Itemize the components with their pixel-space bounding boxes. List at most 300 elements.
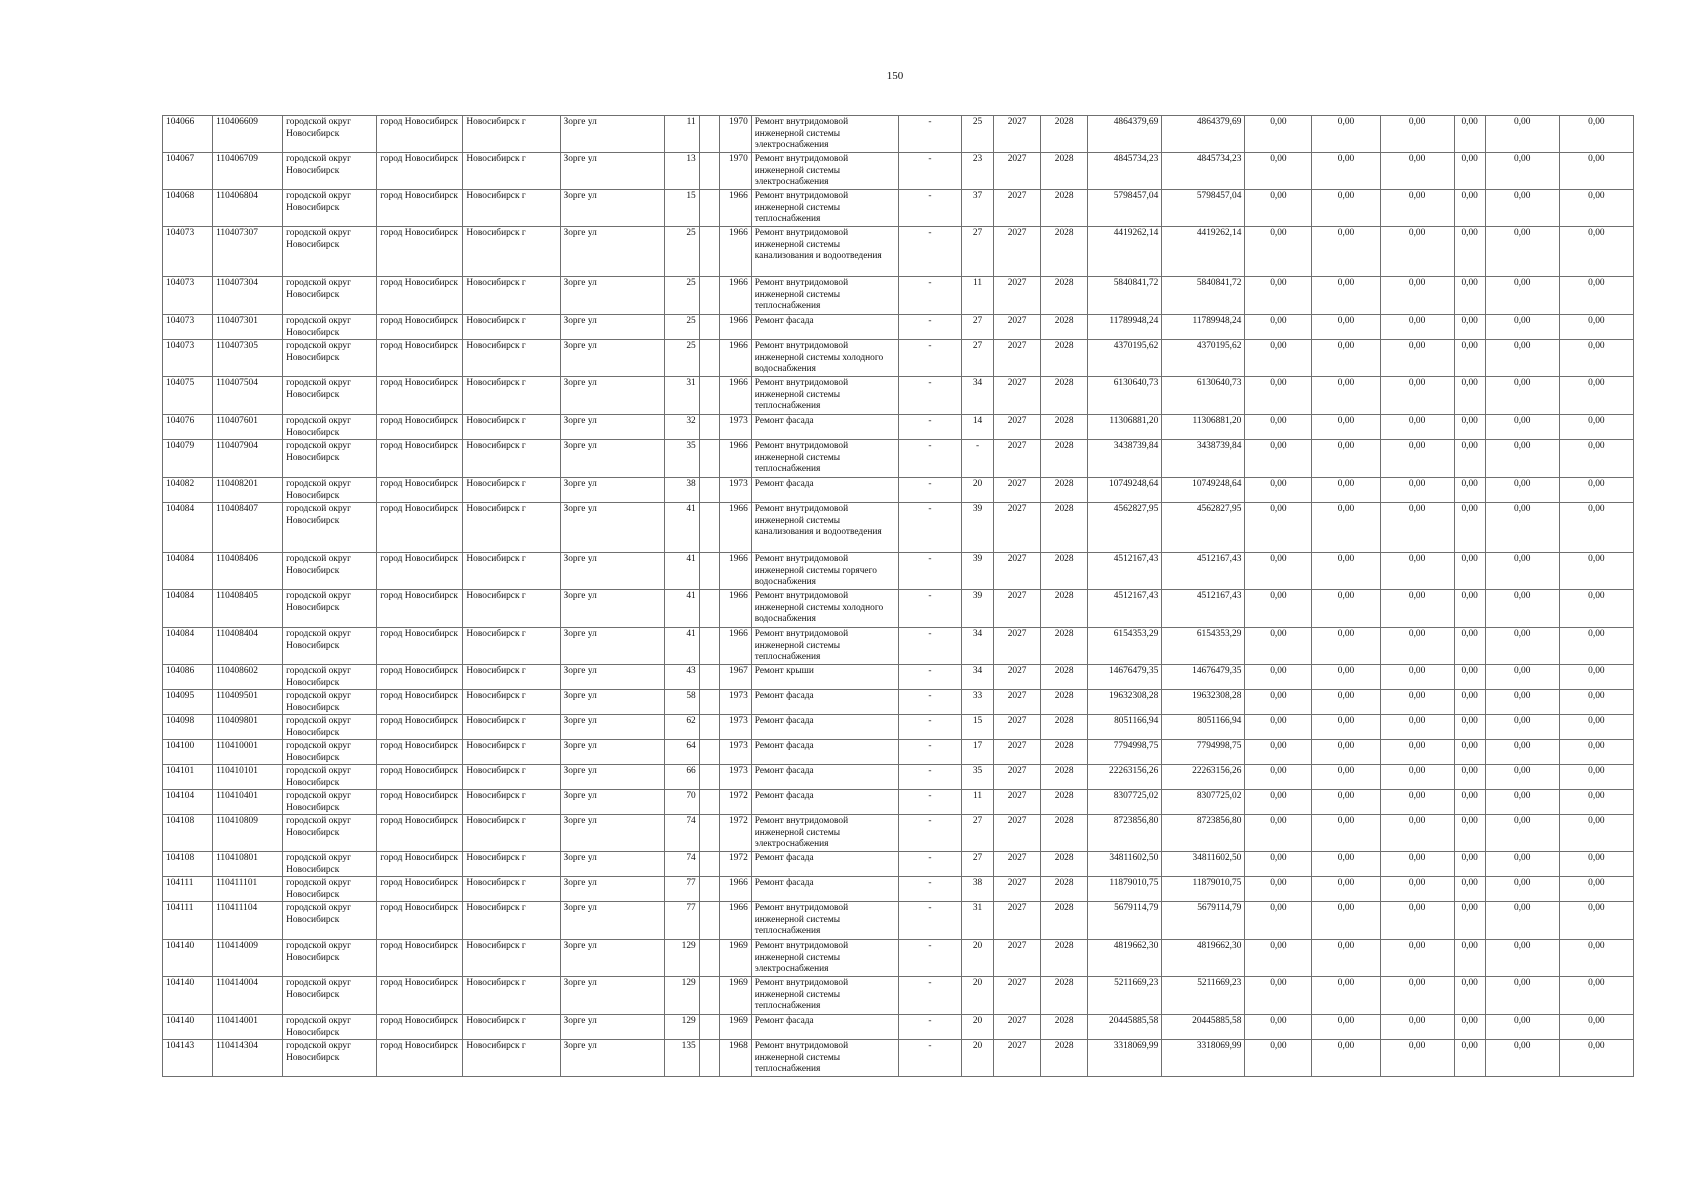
cell-v1: 0,00 xyxy=(1245,1015,1312,1040)
cell-v3: 0,00 xyxy=(1380,153,1454,190)
cell-house: 35 xyxy=(664,440,699,478)
cell-street: Зорге ул xyxy=(560,740,664,765)
cell-okrug: городской округ Новосибирск xyxy=(283,877,377,902)
cell-end-year: 2028 xyxy=(1041,815,1088,852)
cell-v1: 0,00 xyxy=(1245,740,1312,765)
cell-year: 1973 xyxy=(719,715,751,740)
cell-v3: 0,00 xyxy=(1380,553,1454,590)
cell-v3: 0,00 xyxy=(1380,977,1454,1015)
cell-dash: - xyxy=(898,227,961,277)
cell-city: город Новосибирск xyxy=(377,415,463,440)
cell-house: 15 xyxy=(664,190,699,227)
cell-fund-cost: 3318069,99 xyxy=(1162,1040,1245,1077)
cell-id: 104073 xyxy=(163,340,213,377)
cell-building xyxy=(699,590,719,628)
cell-v1: 0,00 xyxy=(1245,877,1312,902)
cell-locality: Новосибирск г xyxy=(463,815,560,852)
table-row xyxy=(163,553,1634,590)
cell-v3: 0,00 xyxy=(1380,765,1454,790)
cell-v6: 0,00 xyxy=(1559,665,1633,690)
cell-v2: 0,00 xyxy=(1312,740,1380,765)
cell-city: город Новосибирск xyxy=(377,940,463,977)
cell-dash: - xyxy=(898,377,961,415)
cell-city: город Новосибирск xyxy=(377,852,463,877)
cell-code: 110411101 xyxy=(213,877,283,902)
cell-v3: 0,00 xyxy=(1380,665,1454,690)
cell-city: город Новосибирск xyxy=(377,440,463,478)
page-number: 150 xyxy=(886,70,904,82)
cell-end-year: 2028 xyxy=(1041,478,1088,503)
cell-v5: 0,00 xyxy=(1485,415,1559,440)
cell-work-type: Ремонт внутридомовой инженерной системы теплоснабжения xyxy=(751,377,898,415)
cell-dash: - xyxy=(898,440,961,478)
cell-id: 104067 xyxy=(163,153,213,190)
cell-okrug: городской округ Новосибирск xyxy=(283,815,377,852)
cell-building xyxy=(699,553,719,590)
cell-start-year: 2027 xyxy=(994,415,1041,440)
cell-v5: 0,00 xyxy=(1485,590,1559,628)
cell-start-year: 2027 xyxy=(994,277,1041,315)
cell-v2: 0,00 xyxy=(1312,940,1380,977)
cell-building xyxy=(699,628,719,665)
cell-year: 1973 xyxy=(719,765,751,790)
cell-v3: 0,00 xyxy=(1380,590,1454,628)
cell-v2: 0,00 xyxy=(1312,153,1380,190)
cell-qty: 11 xyxy=(962,277,994,315)
cell-v5: 0,00 xyxy=(1485,116,1559,153)
cell-house: 41 xyxy=(664,503,699,553)
cell-street: Зорге ул xyxy=(560,1040,664,1077)
cell-fund-cost: 6154353,29 xyxy=(1162,628,1245,665)
cell-okrug: городской округ Новосибирск xyxy=(283,740,377,765)
cell-fund-cost: 4845734,23 xyxy=(1162,153,1245,190)
table-row xyxy=(163,277,1634,315)
cell-house: 58 xyxy=(664,690,699,715)
cell-house: 32 xyxy=(664,415,699,440)
cell-v2: 0,00 xyxy=(1312,690,1380,715)
cell-house: 31 xyxy=(664,377,699,415)
cell-v6: 0,00 xyxy=(1559,478,1633,503)
cell-street: Зорге ул xyxy=(560,227,664,277)
cell-start-year: 2027 xyxy=(994,665,1041,690)
cell-okrug: городской округ Новосибирск xyxy=(283,503,377,553)
cell-total-cost: 8307725,02 xyxy=(1088,790,1162,815)
cell-city: город Новосибирск xyxy=(377,190,463,227)
cell-okrug: городской округ Новосибирск xyxy=(283,715,377,740)
cell-start-year: 2027 xyxy=(994,553,1041,590)
cell-year: 1966 xyxy=(719,902,751,940)
cell-year: 1969 xyxy=(719,1015,751,1040)
cell-v1: 0,00 xyxy=(1245,440,1312,478)
cell-building xyxy=(699,153,719,190)
cell-building xyxy=(699,440,719,478)
cell-v2: 0,00 xyxy=(1312,503,1380,553)
cell-v5: 0,00 xyxy=(1485,815,1559,852)
cell-street: Зорге ул xyxy=(560,503,664,553)
cell-street: Зорге ул xyxy=(560,277,664,315)
table-row xyxy=(163,715,1634,740)
cell-start-year: 2027 xyxy=(994,478,1041,503)
cell-v4: 0,00 xyxy=(1454,740,1485,765)
cell-locality: Новосибирск г xyxy=(463,478,560,503)
cell-street: Зорге ул xyxy=(560,665,664,690)
cell-qty: 34 xyxy=(962,628,994,665)
cell-qty: 27 xyxy=(962,315,994,340)
cell-start-year: 2027 xyxy=(994,340,1041,377)
cell-dash: - xyxy=(898,790,961,815)
cell-v2: 0,00 xyxy=(1312,765,1380,790)
cell-work-type: Ремонт внутридомовой инженерной системы теплоснабжения xyxy=(751,628,898,665)
cell-code: 110409801 xyxy=(213,715,283,740)
cell-locality: Новосибирск г xyxy=(463,116,560,153)
cell-year: 1972 xyxy=(719,815,751,852)
cell-v1: 0,00 xyxy=(1245,715,1312,740)
cell-v4: 0,00 xyxy=(1454,1015,1485,1040)
cell-year: 1966 xyxy=(719,503,751,553)
cell-fund-cost: 4819662,30 xyxy=(1162,940,1245,977)
cell-year: 1970 xyxy=(719,116,751,153)
cell-v2: 0,00 xyxy=(1312,852,1380,877)
cell-year: 1966 xyxy=(719,440,751,478)
cell-city: город Новосибирск xyxy=(377,227,463,277)
cell-okrug: городской округ Новосибирск xyxy=(283,765,377,790)
cell-id: 104068 xyxy=(163,190,213,227)
cell-id: 104100 xyxy=(163,740,213,765)
cell-v5: 0,00 xyxy=(1485,715,1559,740)
cell-id: 104076 xyxy=(163,415,213,440)
cell-work-type: Ремонт фасада xyxy=(751,790,898,815)
cell-v1: 0,00 xyxy=(1245,503,1312,553)
cell-id: 104079 xyxy=(163,440,213,478)
cell-city: город Новосибирск xyxy=(377,765,463,790)
cell-end-year: 2028 xyxy=(1041,277,1088,315)
cell-street: Зорге ул xyxy=(560,553,664,590)
cell-street: Зорге ул xyxy=(560,190,664,227)
cell-start-year: 2027 xyxy=(994,503,1041,553)
table-row xyxy=(163,116,1634,153)
cell-work-type: Ремонт фасада xyxy=(751,478,898,503)
cell-year: 1966 xyxy=(719,227,751,277)
cell-id: 104086 xyxy=(163,665,213,690)
cell-okrug: городской округ Новосибирск xyxy=(283,977,377,1015)
cell-street: Зорге ул xyxy=(560,715,664,740)
cell-dash: - xyxy=(898,977,961,1015)
cell-total-cost: 22263156,26 xyxy=(1088,765,1162,790)
cell-locality: Новосибирск г xyxy=(463,553,560,590)
cell-work-type: Ремонт внутридомовой инженерной системы теплоснабжения xyxy=(751,902,898,940)
cell-v2: 0,00 xyxy=(1312,590,1380,628)
cell-okrug: городской округ Новосибирск xyxy=(283,628,377,665)
cell-v3: 0,00 xyxy=(1380,478,1454,503)
cell-start-year: 2027 xyxy=(994,190,1041,227)
cell-v1: 0,00 xyxy=(1245,277,1312,315)
cell-locality: Новосибирск г xyxy=(463,1015,560,1040)
cell-total-cost: 14676479,35 xyxy=(1088,665,1162,690)
table-row xyxy=(163,1040,1634,1077)
cell-v2: 0,00 xyxy=(1312,815,1380,852)
cell-dash: - xyxy=(898,478,961,503)
cell-v5: 0,00 xyxy=(1485,153,1559,190)
cell-v4: 0,00 xyxy=(1454,665,1485,690)
cell-okrug: городской округ Новосибирск xyxy=(283,790,377,815)
cell-v2: 0,00 xyxy=(1312,227,1380,277)
cell-okrug: городской округ Новосибирск xyxy=(283,852,377,877)
cell-end-year: 2028 xyxy=(1041,553,1088,590)
cell-dash: - xyxy=(898,815,961,852)
cell-dash: - xyxy=(898,503,961,553)
cell-okrug: городской округ Новосибирск xyxy=(283,415,377,440)
cell-qty: 37 xyxy=(962,190,994,227)
cell-building xyxy=(699,902,719,940)
cell-city: город Новосибирск xyxy=(377,503,463,553)
cell-v5: 0,00 xyxy=(1485,315,1559,340)
cell-qty: 39 xyxy=(962,503,994,553)
cell-house: 129 xyxy=(664,940,699,977)
cell-house: 25 xyxy=(664,227,699,277)
cell-v6: 0,00 xyxy=(1559,116,1633,153)
cell-start-year: 2027 xyxy=(994,1015,1041,1040)
cell-v1: 0,00 xyxy=(1245,116,1312,153)
table-row xyxy=(163,153,1634,190)
cell-total-cost: 11789948,24 xyxy=(1088,315,1162,340)
cell-start-year: 2027 xyxy=(994,715,1041,740)
cell-v1: 0,00 xyxy=(1245,190,1312,227)
cell-street: Зорге ул xyxy=(560,153,664,190)
cell-work-type: Ремонт внутридомовой инженерной системы горячего водоснабжения xyxy=(751,553,898,590)
cell-v3: 0,00 xyxy=(1380,628,1454,665)
cell-v2: 0,00 xyxy=(1312,977,1380,1015)
cell-id: 104104 xyxy=(163,790,213,815)
cell-locality: Новосибирск г xyxy=(463,340,560,377)
cell-fund-cost: 7794998,75 xyxy=(1162,740,1245,765)
cell-v1: 0,00 xyxy=(1245,902,1312,940)
cell-house: 129 xyxy=(664,1015,699,1040)
table-row xyxy=(163,877,1634,902)
cell-street: Зорге ул xyxy=(560,628,664,665)
cell-v6: 0,00 xyxy=(1559,628,1633,665)
cell-end-year: 2028 xyxy=(1041,977,1088,1015)
cell-dash: - xyxy=(898,765,961,790)
cell-v6: 0,00 xyxy=(1559,877,1633,902)
cell-house: 25 xyxy=(664,315,699,340)
cell-v3: 0,00 xyxy=(1380,116,1454,153)
cell-locality: Новосибирск г xyxy=(463,190,560,227)
cell-v5: 0,00 xyxy=(1485,665,1559,690)
cell-start-year: 2027 xyxy=(994,628,1041,665)
cell-building xyxy=(699,415,719,440)
cell-end-year: 2028 xyxy=(1041,190,1088,227)
cell-v4: 0,00 xyxy=(1454,852,1485,877)
cell-year: 1966 xyxy=(719,377,751,415)
cell-fund-cost: 19632308,28 xyxy=(1162,690,1245,715)
cell-id: 104108 xyxy=(163,852,213,877)
cell-code: 110408201 xyxy=(213,478,283,503)
cell-start-year: 2027 xyxy=(994,877,1041,902)
cell-v6: 0,00 xyxy=(1559,940,1633,977)
cell-v5: 0,00 xyxy=(1485,628,1559,665)
cell-work-type: Ремонт фасада xyxy=(751,1015,898,1040)
cell-id: 104140 xyxy=(163,1015,213,1040)
cell-v3: 0,00 xyxy=(1380,415,1454,440)
cell-year: 1966 xyxy=(719,628,751,665)
cell-locality: Новосибирск г xyxy=(463,852,560,877)
cell-fund-cost: 22263156,26 xyxy=(1162,765,1245,790)
table-body xyxy=(163,116,1634,1077)
cell-v3: 0,00 xyxy=(1380,227,1454,277)
cell-year: 1973 xyxy=(719,415,751,440)
cell-v1: 0,00 xyxy=(1245,415,1312,440)
cell-building xyxy=(699,277,719,315)
cell-fund-cost: 14676479,35 xyxy=(1162,665,1245,690)
cell-v1: 0,00 xyxy=(1245,628,1312,665)
cell-total-cost: 8051166,94 xyxy=(1088,715,1162,740)
cell-v2: 0,00 xyxy=(1312,1040,1380,1077)
cell-locality: Новосибирск г xyxy=(463,715,560,740)
cell-code: 110407304 xyxy=(213,277,283,315)
cell-v3: 0,00 xyxy=(1380,877,1454,902)
cell-v5: 0,00 xyxy=(1485,940,1559,977)
cell-work-type: Ремонт внутридомовой инженерной системы электроснабжения xyxy=(751,815,898,852)
cell-v3: 0,00 xyxy=(1380,1015,1454,1040)
cell-year: 1966 xyxy=(719,877,751,902)
cell-work-type: Ремонт внутридомовой инженерной системы теплоснабжения xyxy=(751,190,898,227)
cell-code: 110407904 xyxy=(213,440,283,478)
table-row xyxy=(163,765,1634,790)
cell-house: 41 xyxy=(664,590,699,628)
cell-fund-cost: 11789948,24 xyxy=(1162,315,1245,340)
cell-v5: 0,00 xyxy=(1485,440,1559,478)
cell-work-type: Ремонт внутридомовой инженерной системы холодного водоснабжения xyxy=(751,590,898,628)
cell-v4: 0,00 xyxy=(1454,277,1485,315)
cell-v4: 0,00 xyxy=(1454,315,1485,340)
cell-v5: 0,00 xyxy=(1485,377,1559,415)
cell-work-type: Ремонт внутридомовой инженерной системы электроснабжения xyxy=(751,116,898,153)
cell-street: Зорге ул xyxy=(560,877,664,902)
cell-building xyxy=(699,690,719,715)
cell-v4: 0,00 xyxy=(1454,877,1485,902)
cell-house: 25 xyxy=(664,340,699,377)
cell-house: 62 xyxy=(664,715,699,740)
cell-street: Зорге ул xyxy=(560,478,664,503)
cell-fund-cost: 8307725,02 xyxy=(1162,790,1245,815)
cell-building xyxy=(699,377,719,415)
cell-end-year: 2028 xyxy=(1041,315,1088,340)
cell-code: 110408407 xyxy=(213,503,283,553)
cell-code: 110414004 xyxy=(213,977,283,1015)
cell-code: 110414001 xyxy=(213,1015,283,1040)
cell-v4: 0,00 xyxy=(1454,227,1485,277)
cell-street: Зорге ул xyxy=(560,440,664,478)
cell-building xyxy=(699,227,719,277)
cell-dash: - xyxy=(898,628,961,665)
cell-work-type: Ремонт фасада xyxy=(751,740,898,765)
cell-start-year: 2027 xyxy=(994,740,1041,765)
cell-city: город Новосибирск xyxy=(377,902,463,940)
cell-v1: 0,00 xyxy=(1245,690,1312,715)
cell-v2: 0,00 xyxy=(1312,877,1380,902)
cell-locality: Новосибирск г xyxy=(463,765,560,790)
capital-repair-table xyxy=(162,115,1634,1077)
cell-end-year: 2028 xyxy=(1041,690,1088,715)
cell-street: Зорге ул xyxy=(560,377,664,415)
cell-v2: 0,00 xyxy=(1312,902,1380,940)
cell-city: город Новосибирск xyxy=(377,478,463,503)
cell-fund-cost: 8723856,80 xyxy=(1162,815,1245,852)
cell-v4: 0,00 xyxy=(1454,440,1485,478)
cell-v5: 0,00 xyxy=(1485,977,1559,1015)
cell-v2: 0,00 xyxy=(1312,478,1380,503)
cell-v5: 0,00 xyxy=(1485,478,1559,503)
cell-fund-cost: 4512167,43 xyxy=(1162,590,1245,628)
cell-v1: 0,00 xyxy=(1245,315,1312,340)
cell-v4: 0,00 xyxy=(1454,116,1485,153)
cell-v6: 0,00 xyxy=(1559,977,1633,1015)
cell-id: 104143 xyxy=(163,1040,213,1077)
cell-total-cost: 4819662,30 xyxy=(1088,940,1162,977)
cell-locality: Новосибирск г xyxy=(463,153,560,190)
cell-okrug: городской округ Новосибирск xyxy=(283,190,377,227)
cell-v5: 0,00 xyxy=(1485,1015,1559,1040)
cell-v1: 0,00 xyxy=(1245,553,1312,590)
cell-v2: 0,00 xyxy=(1312,553,1380,590)
cell-building xyxy=(699,977,719,1015)
cell-year: 1966 xyxy=(719,590,751,628)
cell-start-year: 2027 xyxy=(994,1040,1041,1077)
cell-street: Зорге ул xyxy=(560,590,664,628)
cell-locality: Новосибирск г xyxy=(463,377,560,415)
cell-v2: 0,00 xyxy=(1312,440,1380,478)
cell-building xyxy=(699,1040,719,1077)
cell-total-cost: 8723856,80 xyxy=(1088,815,1162,852)
cell-year: 1969 xyxy=(719,977,751,1015)
cell-v3: 0,00 xyxy=(1380,940,1454,977)
cell-okrug: городской округ Новосибирск xyxy=(283,940,377,977)
cell-year: 1966 xyxy=(719,340,751,377)
cell-qty: 39 xyxy=(962,590,994,628)
cell-house: 66 xyxy=(664,765,699,790)
cell-house: 64 xyxy=(664,740,699,765)
cell-dash: - xyxy=(898,940,961,977)
cell-work-type: Ремонт фасада xyxy=(751,877,898,902)
cell-total-cost: 4370195,62 xyxy=(1088,340,1162,377)
cell-id: 104140 xyxy=(163,977,213,1015)
cell-qty: 11 xyxy=(962,790,994,815)
cell-start-year: 2027 xyxy=(994,377,1041,415)
cell-start-year: 2027 xyxy=(994,815,1041,852)
cell-house: 74 xyxy=(664,852,699,877)
cell-start-year: 2027 xyxy=(994,977,1041,1015)
cell-locality: Новосибирск г xyxy=(463,440,560,478)
cell-code: 110410801 xyxy=(213,852,283,877)
table-row xyxy=(163,415,1634,440)
cell-v4: 0,00 xyxy=(1454,765,1485,790)
table-row xyxy=(163,340,1634,377)
cell-city: город Новосибирск xyxy=(377,553,463,590)
table-row xyxy=(163,815,1634,852)
cell-v2: 0,00 xyxy=(1312,340,1380,377)
cell-v3: 0,00 xyxy=(1380,690,1454,715)
cell-house: 77 xyxy=(664,902,699,940)
cell-start-year: 2027 xyxy=(994,590,1041,628)
cell-fund-cost: 10749248,64 xyxy=(1162,478,1245,503)
cell-v4: 0,00 xyxy=(1454,790,1485,815)
cell-qty: 20 xyxy=(962,1015,994,1040)
cell-fund-cost: 4419262,14 xyxy=(1162,227,1245,277)
cell-code: 110407301 xyxy=(213,315,283,340)
cell-year: 1972 xyxy=(719,790,751,815)
cell-work-type: Ремонт внутридомовой инженерной системы теплоснабжения xyxy=(751,977,898,1015)
cell-code: 110411104 xyxy=(213,902,283,940)
